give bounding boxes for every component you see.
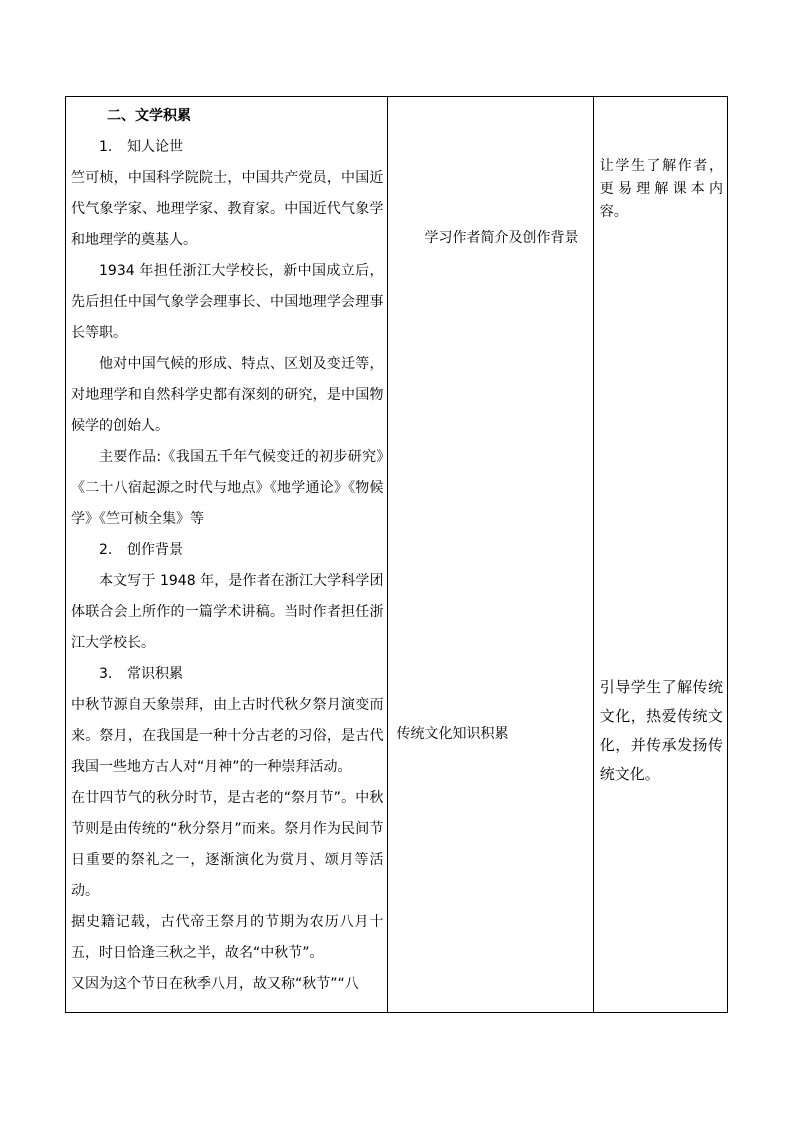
intent-traditional-culture: 引导学生了解传统文化，热爱传统文化，并传承发扬传统文化。 [599,678,723,783]
paragraph: 中秋节源自天象崇拜，由上古时代秋夕祭月演变而来。祭月，在我国是一种十分古老的习俗，是古代我国一些地方古人对“月神”的一种崇拜活动。 [71,697,384,775]
item-heading [71,535,383,566]
item-number: 3. [99,666,113,682]
table-row [66,97,728,1013]
item-number: 2. [99,542,113,558]
paragraph: 在廿四节气的秋分时节，是古老的“祭月节”。中秋节则是由传统的“秋分祭月”而来。祭月作为民间节日重要的祭礼之一，逐渐演化为赏月、颂月等活动。 [71,790,384,899]
item-heading [71,659,383,690]
paragraph: 主要作品:《我国五千年气候变迁的初步研究》《二十八宿起源之时代与地点》《地学通论》《物候学》《竺可桢全集》等 [71,449,384,527]
paragraph: 1934 年担任浙江大学校长，新中国成立后，先后担任中国气象学会理事长、中国地理学会理事长等职。 [71,263,384,341]
item-heading-text: 常识积累 [127,666,183,682]
activity-column [388,97,593,1013]
intent-understand-author: 让学生了解作者，更易理解课本内容。 [599,158,723,220]
paragraph: 又因为这个节日在秋季八月，故又称“秋节”“八 [71,976,359,992]
intent-column [593,97,727,1013]
activity-culture-knowledge: 传统文化知识积累 [396,726,509,742]
section-title: 二、文学积累 [107,108,191,124]
activity-author-background: 学习作者简介及创作背景 [424,230,579,246]
lesson-plan-table [65,96,728,1013]
item-number: 1. [99,139,113,155]
paragraph: 本文写于 1948 年，是作者在浙江大学科学团体联合会上所作的一篇学术讲稿。当时作者担任浙江大学校长。 [71,573,384,651]
paragraph: 据史籍记载，古代帝王祭月的节期为农历八月十五，时日恰逢三秋之半，故名“中秋节”。 [71,914,384,961]
content-column [66,97,388,1013]
item-heading-text: 创作背景 [127,542,183,558]
paragraph: 竺可桢，中国科学院院士，中国共产党员，中国近代气象学家、地理学家、教育家。中国近代气象学和地理学的奠基人。 [71,170,384,248]
paragraph: 他对中国气候的形成、特点、区划及变迁等，对地理学和自然科学史都有深刻的研究，是中国物候学的创始人。 [71,356,384,434]
item-heading-text: 知人论世 [127,139,183,155]
item-heading [71,132,383,163]
